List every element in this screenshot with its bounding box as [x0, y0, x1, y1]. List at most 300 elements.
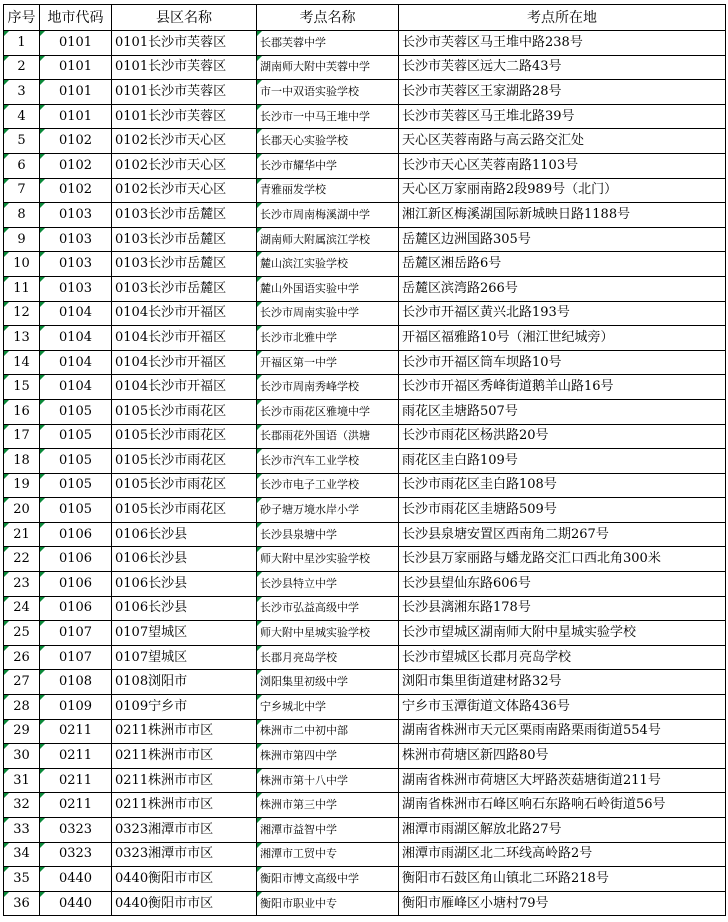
cell-error-indicator-icon — [4, 326, 9, 331]
cell-error-indicator-icon — [40, 449, 45, 454]
row-index[interactable]: 7 — [4, 178, 40, 203]
city-code[interactable]: 0102 — [40, 129, 112, 154]
table-row — [4, 891, 726, 916]
cell-error-indicator-icon — [257, 80, 262, 85]
cell-error-indicator-icon — [40, 793, 45, 798]
site-address[interactable]: 开福区福雅路10号（湘江世纪城旁） — [399, 326, 726, 351]
cell-error-indicator-icon — [40, 129, 45, 134]
cell-error-indicator-icon — [4, 277, 9, 282]
cell-error-indicator-icon — [40, 179, 45, 184]
city-code[interactable]: 0105 — [40, 498, 112, 523]
cell-error-indicator-icon — [257, 720, 262, 725]
cell-error-indicator-icon — [257, 326, 262, 331]
cell-error-indicator-icon — [40, 105, 45, 110]
cell-error-indicator-icon — [257, 400, 262, 405]
cell-error-indicator-icon — [4, 818, 9, 823]
row-index[interactable]: 18 — [4, 449, 40, 474]
county-name[interactable]: 0211株洲市市区 — [112, 793, 257, 818]
cell-error-indicator-icon — [257, 843, 262, 848]
site-name[interactable]: 株洲市第十八中学 — [257, 768, 399, 793]
site-address[interactable]: 衡阳市雁峰区小塘村79号 — [399, 891, 726, 916]
city-code[interactable]: 0109 — [40, 695, 112, 720]
site-address[interactable]: 长沙市芙蓉区王家湖路28号 — [399, 80, 726, 105]
cell-error-indicator-icon — [4, 769, 9, 774]
county-name[interactable]: 0440衡阳市市区 — [112, 891, 257, 916]
site-address[interactable]: 雨花区圭白路109号 — [399, 449, 726, 474]
city-code[interactable]: 0211 — [40, 719, 112, 744]
city-code[interactable]: 0107 — [40, 645, 112, 670]
county-name[interactable]: 0105长沙市雨花区 — [112, 399, 257, 424]
cell-error-indicator-icon — [257, 154, 262, 159]
county-name[interactable]: 0102长沙市天心区 — [112, 153, 257, 178]
table-row — [4, 178, 726, 203]
site-name[interactable]: 麓山外国语实验中学 — [257, 276, 399, 301]
cell-error-indicator-icon — [257, 769, 262, 774]
county-name[interactable]: 0106长沙县 — [112, 547, 257, 572]
row-index[interactable]: 2 — [4, 55, 40, 80]
cell-error-indicator-icon — [4, 80, 9, 85]
row-index[interactable]: 32 — [4, 793, 40, 818]
row-index[interactable]: 19 — [4, 473, 40, 498]
site-name[interactable]: 长郡月亮岛学校 — [257, 645, 399, 670]
cell-error-indicator-icon — [40, 498, 45, 503]
site-name[interactable]: 衡阳市博文高级中学 — [257, 867, 399, 892]
site-name[interactable]: 湘潭市工贸中专 — [257, 842, 399, 867]
cell-error-indicator-icon — [257, 474, 262, 479]
county-name[interactable]: 0104长沙市开福区 — [112, 350, 257, 375]
cell-error-indicator-icon — [40, 646, 45, 651]
cell-error-indicator-icon — [257, 129, 262, 134]
site-name[interactable]: 长郡雨花外国语（洪塘 — [257, 424, 399, 449]
cell-error-indicator-icon — [4, 302, 9, 307]
site-name[interactable]: 衡阳市职业中专 — [257, 891, 399, 916]
site-name[interactable]: 湘潭市益智中学 — [257, 818, 399, 843]
site-name[interactable]: 长郡芙蓉中学 — [257, 31, 399, 56]
cell-error-indicator-icon — [4, 474, 9, 479]
city-code[interactable]: 0105 — [40, 399, 112, 424]
city-code[interactable]: 0104 — [40, 375, 112, 400]
cell-error-indicator-icon — [40, 56, 45, 61]
county-name[interactable]: 0101长沙市芙蓉区 — [112, 55, 257, 80]
row-index[interactable]: 34 — [4, 842, 40, 867]
table-row — [4, 375, 726, 400]
city-code[interactable]: 0105 — [40, 449, 112, 474]
county-name[interactable]: 0102长沙市天心区 — [112, 129, 257, 154]
table-body — [4, 31, 726, 916]
county-name[interactable]: 0101长沙市芙蓉区 — [112, 80, 257, 105]
city-code[interactable]: 0106 — [40, 522, 112, 547]
cell-error-indicator-icon — [257, 179, 262, 184]
cell-error-indicator-icon — [40, 744, 45, 749]
site-address[interactable]: 长沙县望仙东路606号 — [399, 572, 726, 597]
row-index[interactable]: 21 — [4, 522, 40, 547]
county-name[interactable]: 0102长沙市天心区 — [112, 178, 257, 203]
row-index[interactable]: 20 — [4, 498, 40, 523]
site-address[interactable]: 长沙市雨花区杨洪路20号 — [399, 424, 726, 449]
cell-error-indicator-icon — [257, 892, 262, 897]
site-address[interactable]: 浏阳市集里街道建材路32号 — [399, 670, 726, 695]
site-address[interactable]: 长沙市开福区黄兴北路193号 — [399, 301, 726, 326]
table-row — [4, 621, 726, 646]
cell-error-indicator-icon — [257, 449, 262, 454]
city-code[interactable]: 0323 — [40, 818, 112, 843]
cell-error-indicator-icon — [40, 80, 45, 85]
cell-error-indicator-icon — [40, 425, 45, 430]
cell-error-indicator-icon — [257, 375, 262, 380]
row-index[interactable]: 5 — [4, 129, 40, 154]
cell-error-indicator-icon — [4, 547, 9, 552]
cell-error-indicator-icon — [4, 646, 9, 651]
row-index[interactable]: 4 — [4, 104, 40, 129]
city-code[interactable]: 0103 — [40, 227, 112, 252]
city-code[interactable]: 0101 — [40, 104, 112, 129]
cell-error-indicator-icon — [40, 572, 45, 577]
site-address[interactable]: 岳麓区滨湾路266号 — [399, 276, 726, 301]
table-row — [4, 572, 726, 597]
site-address[interactable]: 株洲市荷塘区新四路80号 — [399, 744, 726, 769]
city-code[interactable]: 0440 — [40, 891, 112, 916]
row-index[interactable]: 8 — [4, 203, 40, 228]
site-name[interactable]: 宁乡城北中学 — [257, 695, 399, 720]
cell-error-indicator-icon — [257, 597, 262, 602]
cell-error-indicator-icon — [4, 31, 9, 36]
cell-error-indicator-icon — [4, 252, 9, 257]
cell-error-indicator-icon — [257, 523, 262, 528]
cell-error-indicator-icon — [4, 203, 9, 208]
county-name[interactable]: 0101长沙市芙蓉区 — [112, 31, 257, 56]
site-address[interactable]: 湘潭市雨湖区北二环线高岭路2号 — [399, 842, 726, 867]
county-name[interactable]: 0103长沙市岳麓区 — [112, 276, 257, 301]
row-index[interactable]: 16 — [4, 399, 40, 424]
cell-error-indicator-icon — [4, 670, 9, 675]
cell-error-indicator-icon — [257, 302, 262, 307]
cell-error-indicator-icon — [4, 793, 9, 798]
county-name[interactable]: 0211株洲市市区 — [112, 768, 257, 793]
header-county-name: 县区名称 — [112, 5, 257, 31]
site-address[interactable]: 长沙市雨花区圭塘路509号 — [399, 498, 726, 523]
city-code[interactable]: 0103 — [40, 252, 112, 277]
row-index[interactable]: 17 — [4, 424, 40, 449]
site-address[interactable]: 天心区万家丽南路2段989号（北门） — [399, 178, 726, 203]
site-name[interactable]: 株洲市第四中学 — [257, 744, 399, 769]
table-row — [4, 104, 726, 129]
cell-error-indicator-icon — [40, 203, 45, 208]
cell-error-indicator-icon — [257, 203, 262, 208]
table-row — [4, 203, 726, 228]
site-address[interactable]: 湖南省株洲市石峰区响石东路响石岭街道56号 — [399, 793, 726, 818]
site-address[interactable]: 湖南省株洲市荷塘区大坪路茨菇塘街道211号 — [399, 768, 726, 793]
site-name[interactable]: 长沙市一中马王堆中学 — [257, 104, 399, 129]
site-address[interactable]: 湖南省株洲市天元区栗雨南路栗雨街道554号 — [399, 719, 726, 744]
county-name[interactable]: 0105长沙市雨花区 — [112, 424, 257, 449]
table-row — [4, 252, 726, 277]
row-index[interactable]: 1 — [4, 31, 40, 56]
cell-error-indicator-icon — [257, 793, 262, 798]
cell-error-indicator-icon — [4, 228, 9, 233]
site-name[interactable]: 长沙县特立中学 — [257, 572, 399, 597]
site-name[interactable]: 长沙市周南梅溪湖中学 — [257, 203, 399, 228]
site-address[interactable]: 长沙县漓湘东路178号 — [399, 596, 726, 621]
cell-error-indicator-icon — [4, 867, 9, 872]
cell-error-indicator-icon — [40, 867, 45, 872]
city-code[interactable]: 0105 — [40, 424, 112, 449]
table-row — [4, 818, 726, 843]
site-name[interactable]: 青雅丽发学校 — [257, 178, 399, 203]
county-name[interactable]: 0323湘潭市市区 — [112, 818, 257, 843]
table-row — [4, 424, 726, 449]
county-name[interactable]: 0103长沙市岳麓区 — [112, 203, 257, 228]
county-name[interactable]: 0105长沙市雨花区 — [112, 473, 257, 498]
city-code[interactable]: 0440 — [40, 867, 112, 892]
site-name[interactable]: 长沙市电子工业学校 — [257, 473, 399, 498]
county-name[interactable]: 0106长沙县 — [112, 572, 257, 597]
city-code[interactable]: 0106 — [40, 547, 112, 572]
site-name[interactable]: 长沙市弘益高级中学 — [257, 596, 399, 621]
site-address[interactable]: 宁乡市玉潭街道文体路436号 — [399, 695, 726, 720]
row-index[interactable]: 3 — [4, 80, 40, 105]
city-code[interactable]: 0101 — [40, 80, 112, 105]
row-index[interactable]: 35 — [4, 867, 40, 892]
city-code[interactable]: 0211 — [40, 768, 112, 793]
site-address[interactable]: 雨花区圭塘路507号 — [399, 399, 726, 424]
county-name[interactable]: 0211株洲市市区 — [112, 744, 257, 769]
cell-error-indicator-icon — [257, 56, 262, 61]
cell-error-indicator-icon — [40, 670, 45, 675]
cell-error-indicator-icon — [4, 129, 9, 134]
county-name[interactable]: 0211株洲市市区 — [112, 719, 257, 744]
table-row — [4, 55, 726, 80]
city-code[interactable]: 0211 — [40, 744, 112, 769]
cell-error-indicator-icon — [4, 597, 9, 602]
cell-error-indicator-icon — [40, 154, 45, 159]
site-name[interactable]: 砂子塘万境水岸小学 — [257, 498, 399, 523]
site-address[interactable]: 长沙县万家丽路与蟠龙路交汇口西北角300米 — [399, 547, 726, 572]
city-code[interactable]: 0108 — [40, 670, 112, 695]
site-address[interactable]: 长沙市望城区湖南师大附中星城实验学校 — [399, 621, 726, 646]
county-name[interactable]: 0440衡阳市市区 — [112, 867, 257, 892]
county-name[interactable]: 0104长沙市开福区 — [112, 326, 257, 351]
site-name[interactable]: 长沙市周南实验中学 — [257, 301, 399, 326]
cell-error-indicator-icon — [40, 351, 45, 356]
city-code[interactable]: 0107 — [40, 621, 112, 646]
row-index[interactable]: 28 — [4, 695, 40, 720]
row-index[interactable]: 15 — [4, 375, 40, 400]
county-name[interactable]: 0103长沙市岳麓区 — [112, 227, 257, 252]
table-row — [4, 596, 726, 621]
cell-error-indicator-icon — [257, 695, 262, 700]
county-name[interactable]: 0107望城区 — [112, 645, 257, 670]
row-index[interactable]: 23 — [4, 572, 40, 597]
site-address[interactable]: 长沙市雨花区圭白路108号 — [399, 473, 726, 498]
county-name[interactable]: 0104长沙市开福区 — [112, 301, 257, 326]
city-code[interactable]: 0103 — [40, 203, 112, 228]
site-name[interactable]: 长沙县泉塘中学 — [257, 522, 399, 547]
row-index[interactable]: 24 — [4, 596, 40, 621]
row-index[interactable]: 14 — [4, 350, 40, 375]
city-code[interactable]: 0102 — [40, 178, 112, 203]
site-name[interactable]: 株洲市第三中学 — [257, 793, 399, 818]
cell-error-indicator-icon — [257, 228, 262, 233]
table-row — [4, 670, 726, 695]
row-index[interactable]: 25 — [4, 621, 40, 646]
table-row — [4, 867, 726, 892]
cell-error-indicator-icon — [4, 154, 9, 159]
site-address[interactable]: 长沙市开福区筒车坝路10号 — [399, 350, 726, 375]
cell-error-indicator-icon — [40, 695, 45, 700]
header-index: 序号 — [4, 5, 40, 31]
county-name[interactable]: 0106长沙县 — [112, 522, 257, 547]
site-address[interactable]: 长沙市芙蓉区马王堆北路39号 — [399, 104, 726, 129]
cell-error-indicator-icon — [4, 179, 9, 184]
cell-error-indicator-icon — [4, 56, 9, 61]
cell-error-indicator-icon — [4, 695, 9, 700]
row-index[interactable]: 36 — [4, 891, 40, 916]
city-code[interactable]: 0105 — [40, 473, 112, 498]
site-name[interactable]: 长沙市周南秀峰学校 — [257, 375, 399, 400]
row-index[interactable]: 22 — [4, 547, 40, 572]
cell-error-indicator-icon — [40, 720, 45, 725]
cell-error-indicator-icon — [4, 425, 9, 430]
site-name[interactable]: 长沙市雨花区雅境中学 — [257, 399, 399, 424]
table-row — [4, 31, 726, 56]
row-index[interactable]: 9 — [4, 227, 40, 252]
cell-error-indicator-icon — [4, 572, 9, 577]
cell-error-indicator-icon — [4, 843, 9, 848]
header-site-name: 考点名称 — [257, 5, 399, 31]
header-row — [4, 5, 726, 31]
cell-error-indicator-icon — [4, 720, 9, 725]
cell-error-indicator-icon — [257, 670, 262, 675]
cell-error-indicator-icon — [40, 400, 45, 405]
cell-error-indicator-icon — [4, 621, 9, 626]
table-row — [4, 227, 726, 252]
row-index[interactable]: 29 — [4, 719, 40, 744]
row-index[interactable]: 6 — [4, 153, 40, 178]
county-name[interactable]: 0323湘潭市市区 — [112, 842, 257, 867]
row-index[interactable]: 27 — [4, 670, 40, 695]
county-name[interactable]: 0107望城区 — [112, 621, 257, 646]
row-index[interactable]: 30 — [4, 744, 40, 769]
county-name[interactable]: 0101长沙市芙蓉区 — [112, 104, 257, 129]
table-row — [4, 301, 726, 326]
cell-error-indicator-icon — [4, 351, 9, 356]
site-name[interactable]: 师大附中星沙实验学校 — [257, 547, 399, 572]
row-index[interactable]: 13 — [4, 326, 40, 351]
cell-error-indicator-icon — [257, 105, 262, 110]
table-row — [4, 768, 726, 793]
county-name[interactable]: 0109宁乡市 — [112, 695, 257, 720]
county-name[interactable]: 0106长沙县 — [112, 596, 257, 621]
city-code[interactable]: 0323 — [40, 842, 112, 867]
row-index[interactable]: 12 — [4, 301, 40, 326]
county-name[interactable]: 0105长沙市雨花区 — [112, 449, 257, 474]
site-address[interactable]: 岳麓区湘岳路6号 — [399, 252, 726, 277]
city-code[interactable]: 0104 — [40, 350, 112, 375]
row-index[interactable]: 31 — [4, 768, 40, 793]
site-address[interactable]: 湘潭市雨湖区解放北路27号 — [399, 818, 726, 843]
row-index[interactable]: 11 — [4, 276, 40, 301]
cell-error-indicator-icon — [4, 449, 9, 454]
cell-error-indicator-icon — [40, 277, 45, 282]
cell-error-indicator-icon — [40, 621, 45, 626]
site-address[interactable]: 长沙市天心区芙蓉南路1103号 — [399, 153, 726, 178]
table-row — [4, 695, 726, 720]
cell-error-indicator-icon — [40, 228, 45, 233]
county-name[interactable]: 0105长沙市雨花区 — [112, 498, 257, 523]
site-name[interactable]: 长沙市耀华中学 — [257, 153, 399, 178]
table-row — [4, 744, 726, 769]
city-code[interactable]: 0211 — [40, 793, 112, 818]
table-row — [4, 547, 726, 572]
cell-error-indicator-icon — [4, 498, 9, 503]
table-row — [4, 473, 726, 498]
table-row — [4, 645, 726, 670]
county-name[interactable]: 0108浏阳市 — [112, 670, 257, 695]
cell-error-indicator-icon — [257, 646, 262, 651]
city-code[interactable]: 0106 — [40, 596, 112, 621]
cell-error-indicator-icon — [257, 425, 262, 430]
cell-error-indicator-icon — [257, 547, 262, 552]
row-index[interactable]: 33 — [4, 818, 40, 843]
city-code[interactable]: 0106 — [40, 572, 112, 597]
cell-error-indicator-icon — [40, 769, 45, 774]
site-address[interactable]: 天心区芙蓉南路与高云路交汇处 — [399, 129, 726, 154]
exam-site-table — [3, 4, 726, 916]
site-address[interactable]: 长沙市芙蓉区远大二路43号 — [399, 55, 726, 80]
city-code[interactable]: 0101 — [40, 31, 112, 56]
cell-error-indicator-icon — [257, 572, 262, 577]
site-name[interactable]: 长沙市北雅中学 — [257, 326, 399, 351]
site-address[interactable]: 长沙市望城区长郡月亮岛学校 — [399, 645, 726, 670]
cell-error-indicator-icon — [40, 547, 45, 552]
cell-error-indicator-icon — [257, 351, 262, 356]
site-name[interactable]: 湖南师大附中芙蓉中学 — [257, 55, 399, 80]
cell-error-indicator-icon — [4, 400, 9, 405]
row-index[interactable]: 26 — [4, 645, 40, 670]
site-name[interactable]: 开福区第一中学 — [257, 350, 399, 375]
table-row — [4, 153, 726, 178]
cell-error-indicator-icon — [257, 498, 262, 503]
table-row — [4, 793, 726, 818]
site-name[interactable]: 浏阳集里初级中学 — [257, 670, 399, 695]
city-code[interactable]: 0104 — [40, 326, 112, 351]
site-name[interactable]: 长郡天心实验学校 — [257, 129, 399, 154]
row-index[interactable]: 10 — [4, 252, 40, 277]
cell-error-indicator-icon — [257, 867, 262, 872]
site-name[interactable]: 湖南师大附属滨江学校 — [257, 227, 399, 252]
city-code[interactable]: 0103 — [40, 276, 112, 301]
site-address[interactable]: 岳麓区边洲国路305号 — [399, 227, 726, 252]
city-code[interactable]: 0102 — [40, 153, 112, 178]
cell-error-indicator-icon — [257, 744, 262, 749]
cell-error-indicator-icon — [4, 744, 9, 749]
site-name[interactable]: 市一中双语实验学校 — [257, 80, 399, 105]
site-name[interactable]: 长沙市汽车工业学校 — [257, 449, 399, 474]
site-address[interactable]: 长沙市开福区秀峰街道鹅羊山路16号 — [399, 375, 726, 400]
county-name[interactable]: 0104长沙市开福区 — [112, 375, 257, 400]
site-name[interactable]: 师大附中星城实验学校 — [257, 621, 399, 646]
site-address[interactable]: 湘江新区梅溪湖国际新城映日路1188号 — [399, 203, 726, 228]
site-address[interactable]: 长沙市芙蓉区马王堆中路238号 — [399, 31, 726, 56]
city-code[interactable]: 0101 — [40, 55, 112, 80]
site-name[interactable]: 株洲市二中初中部 — [257, 719, 399, 744]
site-address[interactable]: 长沙县泉塘安置区西南角二期267号 — [399, 522, 726, 547]
site-name[interactable]: 麓山滨江实验学校 — [257, 252, 399, 277]
site-address[interactable]: 衡阳市石鼓区角山镇北二环路218号 — [399, 867, 726, 892]
county-name[interactable]: 0103长沙市岳麓区 — [112, 252, 257, 277]
city-code[interactable]: 0104 — [40, 301, 112, 326]
cell-error-indicator-icon — [4, 105, 9, 110]
